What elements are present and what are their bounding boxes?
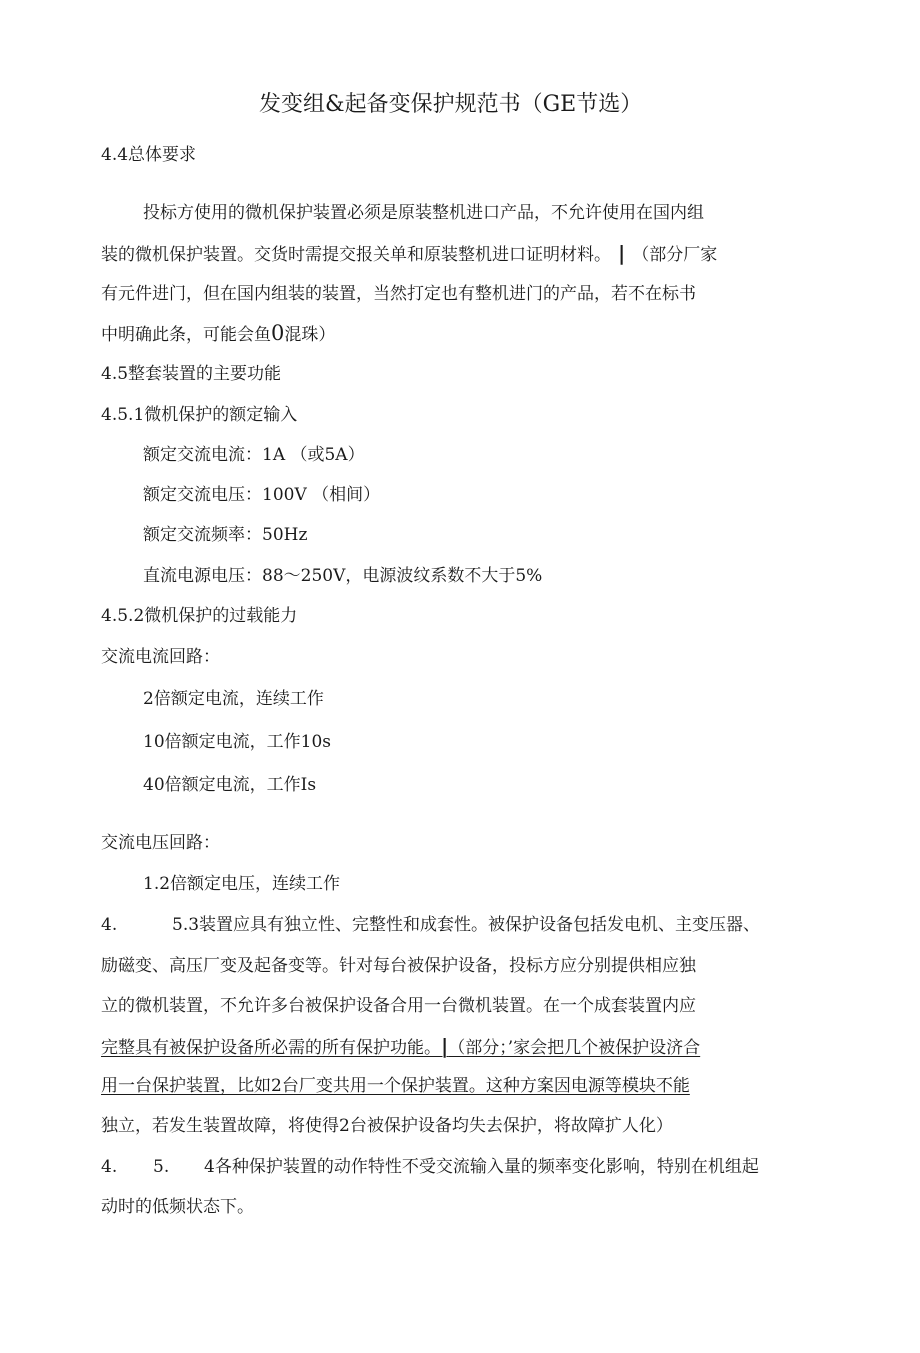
section-heading-4-5-2: 4.5.2微机保护的过载能力: [101, 606, 298, 626]
list-item: 1.2倍额定电压，连续工作: [143, 874, 341, 894]
section-number: 5.: [153, 1157, 170, 1177]
subsection-label: 交流电压回路：: [101, 833, 220, 853]
subsection-label: 交流电流回路：: [101, 647, 220, 667]
paragraph-line: 励磁变、高压厂变及起备变等。针对每台被保护设备，投标方应分别提供相应独: [101, 956, 696, 976]
list-item: 额定交流电压：100V （相间）: [143, 485, 381, 505]
paragraph-line-underlined: [101, 1034, 700, 1060]
section-number: 4.: [101, 1157, 118, 1177]
paragraph-text: 混珠）: [284, 325, 336, 345]
paragraph-line: 5.3装置应具有独立性、完整性和成套性。被保护设备包括发电机、主变压器、: [172, 915, 761, 935]
list-item: 直流电源电压：88～250V，电源波纹系数不大于5%: [143, 566, 543, 586]
section-number: 4.: [101, 915, 118, 935]
paragraph-text: 中明确此条，可能会鱼: [101, 325, 271, 345]
paragraph-text: （部分厂家: [632, 245, 718, 265]
paragraph-line: [101, 241, 717, 267]
vertical-bar-mark: |: [611, 241, 633, 265]
vertical-bar-mark: |: [441, 1034, 449, 1058]
paragraph-line: 4各种保护装置的动作特性不受交流输入量的频率变化影响，特别在机组起: [204, 1157, 759, 1177]
paragraph-line: 动时的低频状态下。: [101, 1197, 254, 1217]
paragraph-line: 有元件进门，但在国内组装的装置，当然打定也有整机进门的产品，若不在标书: [101, 284, 696, 304]
list-item: 2倍额定电流，连续工作: [143, 689, 324, 709]
paragraph-text: 0: [271, 321, 285, 345]
paragraph-line-underlined: 用一台保护装置，比如2台厂变共用一个保护装置。这种方案因电源等模块不能: [101, 1076, 690, 1096]
paragraph-line: 立的微机装置，不允许多台被保护设备合用一台微机装置。在一个成套装置内应: [101, 996, 696, 1016]
list-item: 额定交流电流：1A （或5A）: [143, 445, 365, 465]
list-item: 10倍额定电流，工作10s: [143, 732, 331, 752]
paragraph-text: （部分；’家会把几个被保护设济合: [448, 1038, 701, 1058]
section-heading-4-4: 4.4总体要求: [101, 145, 197, 165]
paragraph-text: 完整具有被保护设备所必需的所有保护功能。: [101, 1038, 441, 1058]
list-item: 额定交流频率：50Hz: [143, 525, 308, 545]
document-title: 发变组&起备变保护规范书（GE节选）: [259, 92, 643, 117]
paragraph-text: 装的微机保护装置。交货时需提交报关单和原装整机进口证明材料。: [101, 245, 611, 265]
list-item: 40倍额定电流，工作Is: [143, 775, 317, 795]
paragraph-line: 独立，若发生装置故障，将使得2台被保护设备均失去保护，将故障扩人化）: [101, 1116, 673, 1136]
paragraph-line: [101, 321, 335, 347]
paragraph-line: 投标方使用的微机保护装置必须是原装整机进口产品，不允许使用在国内组: [143, 203, 704, 223]
section-heading-4-5-1: 4.5.1微机保护的额定输入: [101, 405, 298, 425]
section-heading-4-5: 4.5整套装置的主要功能: [101, 364, 282, 384]
